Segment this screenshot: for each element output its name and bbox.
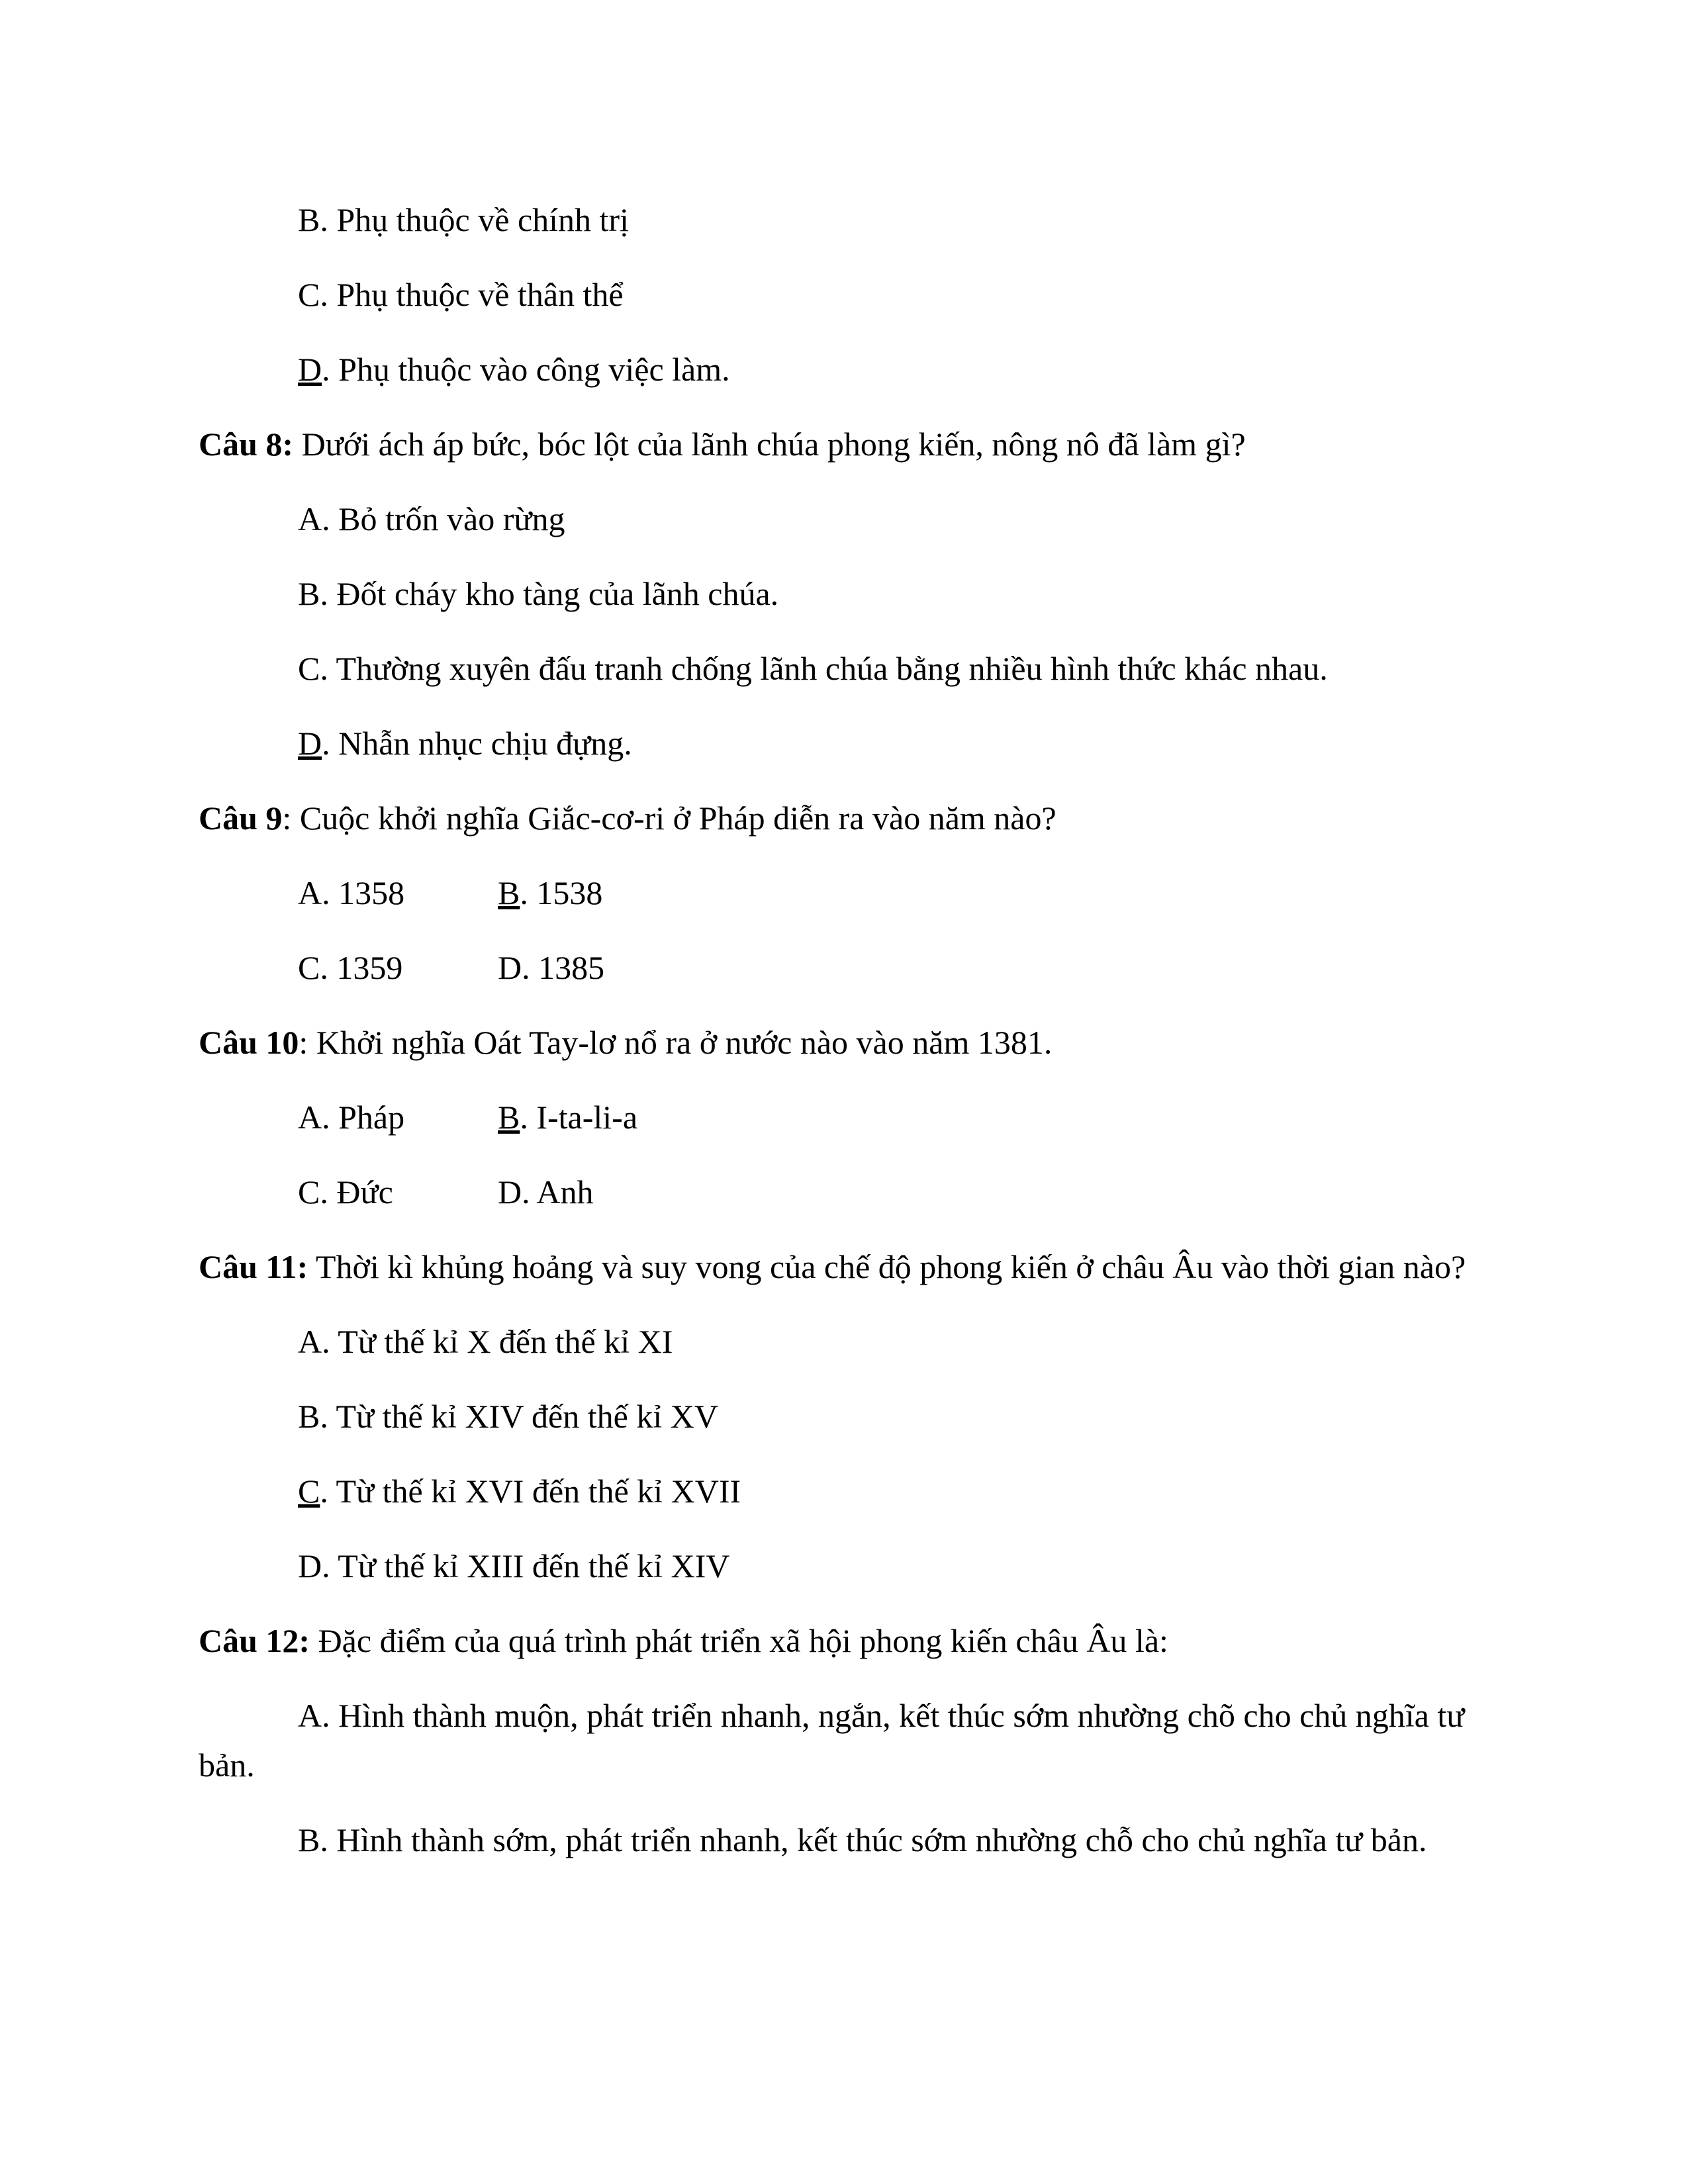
question-text: Đặc điểm của quá trình phát triển xã hội phong kiến châu Âu là: — [310, 1622, 1168, 1659]
option-8a — [199, 494, 1489, 544]
option-text: . Hình thành muộn, phát triển nhanh, ngắn, kết thúc sớm nhường chõ cho chủ nghĩa tư bản. — [199, 1697, 1465, 1784]
option-11c — [199, 1467, 1489, 1516]
option-row-9-2 — [199, 943, 1489, 993]
option-8c — [199, 644, 1489, 694]
option-letter-underlined: D — [298, 351, 322, 388]
option-12a — [199, 1691, 1489, 1790]
option-letter: B — [298, 201, 320, 238]
option-row-10-2 — [199, 1167, 1489, 1217]
option-letter-underlined: B — [498, 1099, 520, 1136]
option-letter: D — [298, 1547, 322, 1584]
option-text: . Nhẫn nhục chịu đựng. — [322, 725, 632, 762]
option-letter: C — [298, 276, 320, 313]
option-10c — [298, 1167, 498, 1217]
option-text: . Thường xuyên đấu tranh chống lãnh chúa bằng nhiều hình thức khác nhau. — [320, 650, 1328, 687]
option-9b — [498, 874, 602, 911]
option-text: . Từ thế kỉ X đến thế kỉ XI — [322, 1323, 673, 1360]
option-letter: B — [298, 1398, 320, 1435]
option-row-9-1 — [199, 868, 1489, 918]
question-10 — [199, 1018, 1489, 1068]
option-10b — [498, 1099, 637, 1136]
option-8d — [199, 719, 1489, 768]
option-text: . Từ thế kỉ XIII đến thế kỉ XIV — [322, 1547, 730, 1584]
question-text: Thời kì khủng hoảng và suy vong của chế độ phong kiến ở châu Âu vào thời gian nào? — [308, 1248, 1466, 1285]
option-11a — [199, 1317, 1489, 1367]
question-12 — [199, 1616, 1489, 1666]
option-text: . I-ta-li-a — [520, 1099, 638, 1136]
question-label: Câu 9 — [199, 799, 283, 837]
option-letter: B — [298, 1821, 320, 1858]
option-text: . Đức — [320, 1173, 393, 1210]
option-11d — [199, 1541, 1489, 1591]
option-letter: A — [298, 1099, 322, 1136]
option-9d — [498, 949, 604, 986]
option-text: . Phụ thuộc về chính trị — [320, 201, 629, 238]
option-letter: C — [298, 650, 320, 687]
option-letter: A — [298, 874, 322, 911]
option-11b — [199, 1392, 1489, 1441]
option-text: . Phụ thuộc vào công việc làm. — [322, 351, 730, 388]
option-letter-underlined: D — [298, 725, 322, 762]
option-9a — [298, 868, 498, 918]
question-8 — [199, 420, 1489, 469]
option-letter: C — [298, 949, 320, 986]
option-text: . 1538 — [520, 874, 603, 911]
question-text: : Cuộc khởi nghĩa Giắc-cơ-ri ở Pháp diễn ra vào năm nào? — [282, 799, 1056, 837]
question-9 — [199, 794, 1489, 843]
option-letter: A — [298, 1323, 322, 1360]
option-text: . Đốt cháy kho tàng của lãnh chúa. — [320, 575, 779, 612]
question-label: Câu 10 — [199, 1024, 299, 1061]
option-letter: D — [498, 949, 522, 986]
option-12b — [199, 1815, 1489, 1865]
option-7d — [199, 345, 1489, 394]
option-letter: B — [298, 575, 320, 612]
option-7c — [199, 270, 1489, 320]
question-11 — [199, 1242, 1489, 1292]
option-text: . Pháp — [322, 1099, 405, 1136]
option-row-10-1 — [199, 1093, 1489, 1142]
option-text: . Bỏ trốn vào rừng — [322, 500, 565, 537]
option-letter-underlined: B — [498, 874, 520, 911]
option-letter-underlined: C — [298, 1473, 320, 1510]
question-label: Câu 11: — [199, 1248, 308, 1285]
option-text: . 1359 — [320, 949, 403, 986]
option-text: . 1358 — [322, 874, 405, 911]
option-7b — [199, 195, 1489, 245]
option-10d — [498, 1173, 593, 1210]
question-text: Dưới ách áp bức, bóc lột của lãnh chúa phong kiến, nông nô đã làm gì? — [293, 426, 1246, 463]
option-text: . Anh — [522, 1173, 594, 1210]
option-text: . Từ thế kỉ XIV đến thế kỉ XV — [320, 1398, 718, 1435]
option-letter: A — [298, 1697, 322, 1734]
option-text: . Từ thế kỉ XVI đến thế kỉ XVII — [320, 1473, 741, 1510]
option-letter: A — [298, 500, 322, 537]
question-text: : Khởi nghĩa Oát Tay-lơ nổ ra ở nước nào vào năm 1381. — [299, 1024, 1053, 1061]
option-letter: C — [298, 1173, 320, 1210]
option-text: . Hình thành sớm, phát triển nhanh, kết thúc sớm nhường chỗ cho chủ nghĩa tư bản. — [320, 1821, 1427, 1858]
option-text: . 1385 — [522, 949, 605, 986]
option-9c — [298, 943, 498, 993]
option-10a — [298, 1093, 498, 1142]
option-letter: D — [498, 1173, 522, 1210]
question-label: Câu 12: — [199, 1622, 310, 1659]
option-text: . Phụ thuộc về thân thể — [320, 276, 624, 313]
option-8b — [199, 569, 1489, 619]
question-label: Câu 8: — [199, 426, 294, 463]
